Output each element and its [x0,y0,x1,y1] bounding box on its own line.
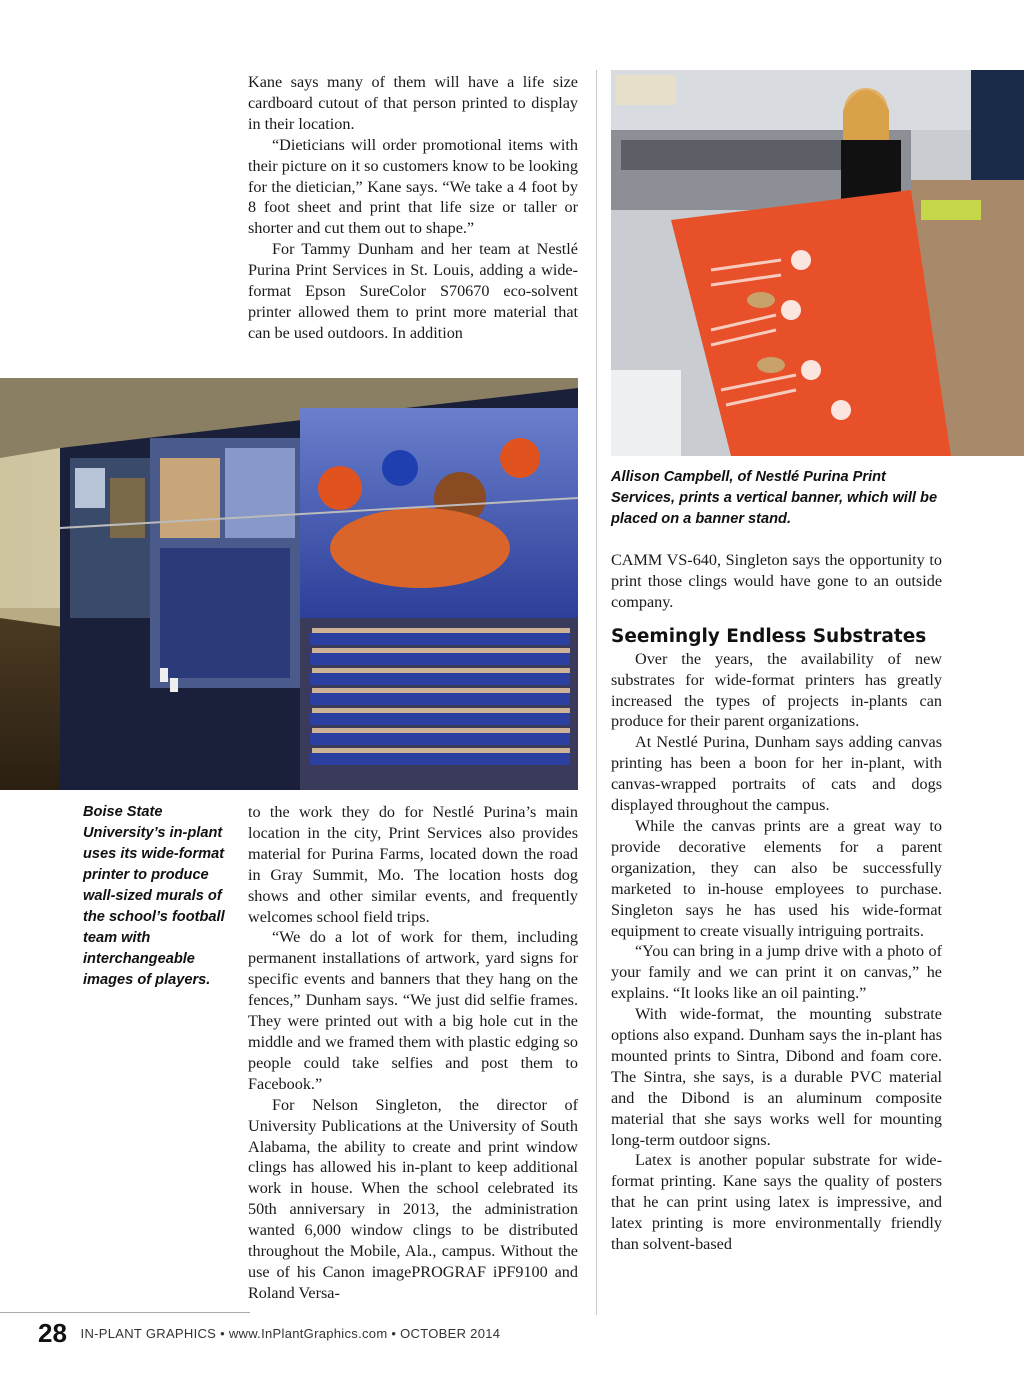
paragraph: For Nelson Singleton, the director of University Publications at the University of South Alabama, the ability to create and print window clings has allowed his in-plant to keep additional work in house. When the school celebrated its 50th anniversary in 2013, the administration wanted 6,000 window clings to be distributed throughout the Mobile, Ala., campus. Without the use of his Canon imagePROGRAF iPF9100 and Roland Versa- [248,1095,578,1302]
article-column-right [611,550,942,1255]
footer-rule [0,1312,250,1313]
paragraph: Kane says many of them will have a life size cardboard cutout of that person printed to display in their location. [248,73,578,133]
section-subhead: Seemingly Endless Substrates [611,625,927,647]
paragraph: Latex is another popular substrate for wide-format printing. Kane says the quality of posters that he can print using latex is impressive, and latex printing is more environmentally friendly than solvent-based [611,1151,942,1254]
printer-caption: Allison Campbell, of Nestlé Purina Print Services, prints a vertical banner, which will be placed on a banner stand. [611,469,938,527]
paragraph: to the work they do for Nestlé Purina’s main location in the city, Print Services also provides material for Purina Farms, located down the road in Gray Summit, Mo. The location hosts dog shows and other similar events, and frequently welcomes school field trips. [248,803,578,926]
column-divider [596,70,597,1315]
page-footer [38,1318,500,1349]
paragraph: “You can bring in a jump drive with a photo of your family and we can print it on canvas,” he explains. “It looks like an oil painting.” [611,942,942,1003]
printer-banner-photo [611,70,1024,456]
football-mural-photo [0,378,578,790]
article-column-middle [248,802,578,1304]
paragraph: “Dieticians will order promotional items with their picture on it so customers know to be looking for the dietician,” Kane says. “We take a 4 foot by 8 foot sheet and print that life size or taller or shorter and cut them out to shape.” [248,135,578,238]
paragraph: At Nestlé Purina, Dunham says adding canvas printing has been a boon for her in-plant, with canvas-wrapped portraits of cats and dogs displayed throughout the campus. [611,733,942,815]
paragraph: While the canvas prints are a great way to provide decorative elements for a parent organization, they can also be successfully marketed to in-house employees to purchase. Singleton says he has used his wide-format equipment to create visually intriguing portraits. [611,816,942,940]
paragraph: With wide-format, the mounting substrate options also expand. Dunham says the in-plant has mounted prints to Sintra, Dibond and foam core. The Sintra, she says, is a durable PVC material and the Dibond is an aluminum composite material that she says works well for mounting long-term outdoor signs. [611,1005,942,1149]
paragraph: Over the years, the availability of new substrates for wide-format printers has greatly increased the types of projects in-plants can produce for their parent organizations. [611,649,942,731]
paragraph: For Tammy Dunham and her team at Nestlé Purina Print Services in St. Louis, adding a wide-format Epson SureColor S70670 eco-solvent printer allowed them to print more material that can be used outdoors. In addition [248,240,578,342]
paragraph: “We do a lot of work for them, including permanent installations of artwork, yard signs for specific events and banners that they hang on the fences,” Dunham says. “We just did selfie frames. They were printed out with a big hole cut in the middle and we framed them with plastic edging so people could take selfies and post them to Facebook.” [248,928,578,1093]
paragraph: CAMM VS-640, Singleton says the opportunity to print those clings would have gone to an outside company. [611,551,942,611]
article-column-top [248,72,578,344]
footer-text: IN-PLANT GRAPHICS • www.InPlantGraphics.com • OCTOBER 2014 [80,1326,501,1341]
mural-caption: Boise State University’s in-plant uses its wide-format printer to produce wall-sized murals of the school’s football team with interchangeable images of players. [83,804,225,988]
page-number: 28 [38,1318,67,1348]
